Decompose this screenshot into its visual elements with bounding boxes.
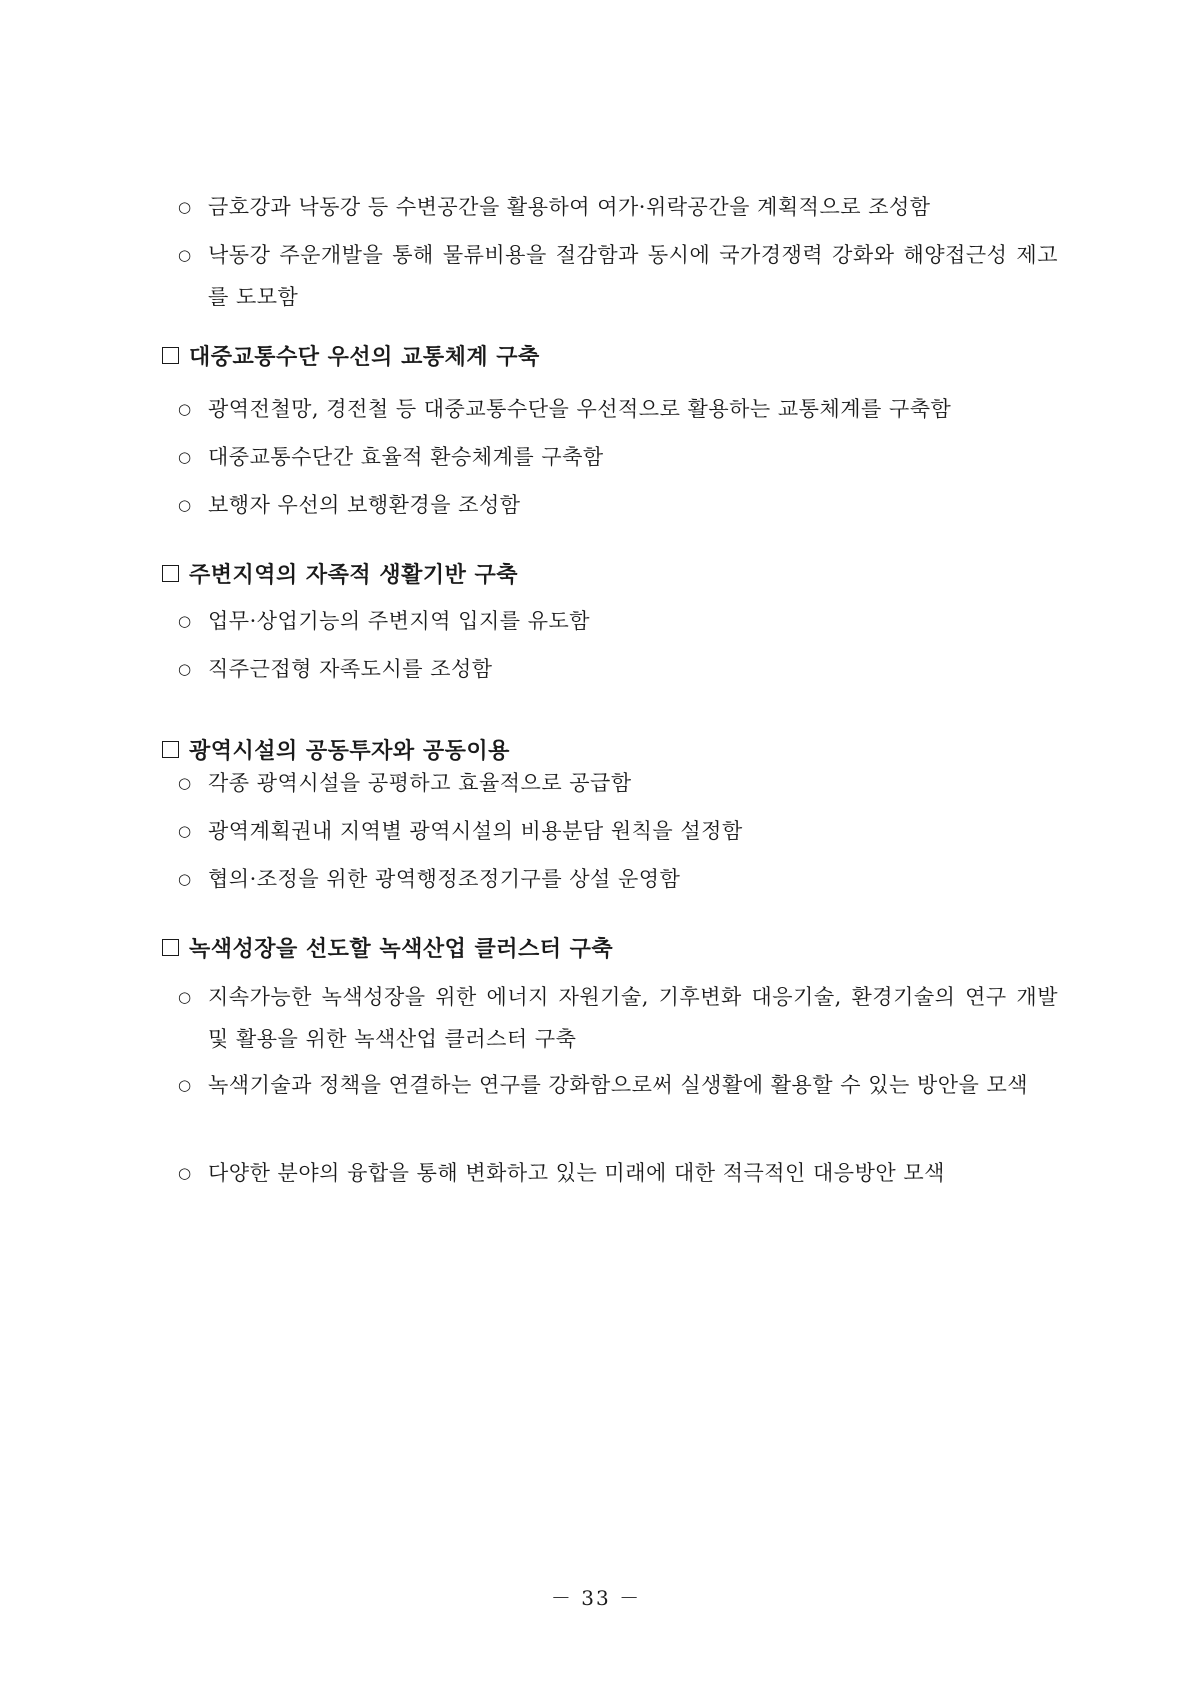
list-item-text: 대중교통수단간 효율적 환승체계를 구축함 bbox=[208, 445, 604, 469]
checkbox-icon bbox=[162, 347, 179, 364]
list-item bbox=[178, 484, 1058, 526]
bullet-marker: ○ bbox=[178, 246, 192, 264]
list-item-text: 직주근접형 자족도시를 조성함 bbox=[208, 657, 493, 681]
bullet-marker: ○ bbox=[178, 988, 192, 1006]
section-heading-text: 대중교통수단 우선의 교통체계 구축 bbox=[189, 344, 540, 370]
bullet-marker: ○ bbox=[178, 448, 192, 466]
checkbox-icon bbox=[162, 939, 179, 956]
list-item-text: 업무·상업기능의 주변지역 입지를 유도함 bbox=[208, 609, 591, 633]
list-item-text: 광역전철망, 경전철 등 대중교통수단을 우선적으로 활용하는 교통체계를 구축함 bbox=[208, 397, 952, 421]
list-item-text: 보행자 우선의 보행환경을 조성함 bbox=[208, 493, 521, 517]
list-item bbox=[178, 976, 1058, 1060]
bullet-marker: ○ bbox=[178, 612, 192, 630]
bullet-marker: ○ bbox=[178, 870, 192, 888]
checkbox-icon bbox=[162, 565, 179, 582]
section-heading bbox=[162, 340, 1062, 371]
list-item-text: 낙동강 주운개발을 통해 물류비용을 절감함과 동시에 국가경쟁력 강화와 해양접근성 제고를 도모함 bbox=[208, 243, 1058, 309]
list-item bbox=[178, 1064, 1058, 1106]
section-heading bbox=[162, 558, 1062, 589]
bullet-marker: ○ bbox=[178, 774, 192, 792]
list-item-text: 각종 광역시설을 공평하고 효율적으로 공급함 bbox=[208, 771, 632, 795]
section-heading-text: 주변지역의 자족적 생활기반 구축 bbox=[189, 562, 519, 588]
section-heading-text: 광역시설의 공동투자와 공동이용 bbox=[189, 738, 510, 764]
bullet-marker: ○ bbox=[178, 822, 192, 840]
list-item bbox=[178, 186, 1058, 228]
list-item bbox=[178, 648, 1058, 690]
list-item-text: 협의·조정을 위한 광역행정조정기구를 상설 운영함 bbox=[208, 867, 681, 891]
list-item bbox=[178, 600, 1058, 642]
list-item bbox=[178, 1152, 1058, 1194]
bullet-marker: ○ bbox=[178, 496, 192, 514]
list-item-text: 지속가능한 녹색성장을 위한 에너지 자원기술, 기후변화 대응기술, 환경기술의 연구 개발 및 활용을 위한 녹색산업 클러스터 구축 bbox=[208, 985, 1058, 1051]
list-item-text: 다양한 분야의 융합을 통해 변화하고 있는 미래에 대한 적극적인 대응방안 모색 bbox=[208, 1161, 945, 1185]
bullet-marker: ○ bbox=[178, 1164, 192, 1182]
bullet-marker: ○ bbox=[178, 198, 192, 216]
list-item bbox=[178, 858, 1058, 900]
section-heading-text: 녹색성장을 선도할 녹색산업 클러스터 구축 bbox=[189, 936, 614, 962]
list-item bbox=[178, 436, 1058, 478]
list-item bbox=[178, 810, 1058, 852]
list-item-text: 광역계획권내 지역별 광역시설의 비용분담 원칙을 설정함 bbox=[208, 819, 743, 843]
checkbox-icon bbox=[162, 741, 179, 758]
bullet-marker: ○ bbox=[178, 660, 192, 678]
section-heading bbox=[162, 932, 1062, 963]
list-item-text: 금호강과 낙동강 등 수변공간을 활용하여 여가·위락공간을 계획적으로 조성함 bbox=[208, 195, 931, 219]
section-heading bbox=[162, 734, 1062, 765]
list-item bbox=[178, 234, 1058, 318]
bullet-marker: ○ bbox=[178, 1076, 192, 1094]
bullet-marker: ○ bbox=[178, 400, 192, 418]
page-number: － 33 － bbox=[550, 1586, 642, 1610]
list-item bbox=[178, 762, 1058, 804]
list-item-text: 녹색기술과 정책을 연결하는 연구를 강화함으로써 실생활에 활용할 수 있는 방안을 모색 bbox=[208, 1073, 1029, 1097]
list-item bbox=[178, 388, 1058, 430]
